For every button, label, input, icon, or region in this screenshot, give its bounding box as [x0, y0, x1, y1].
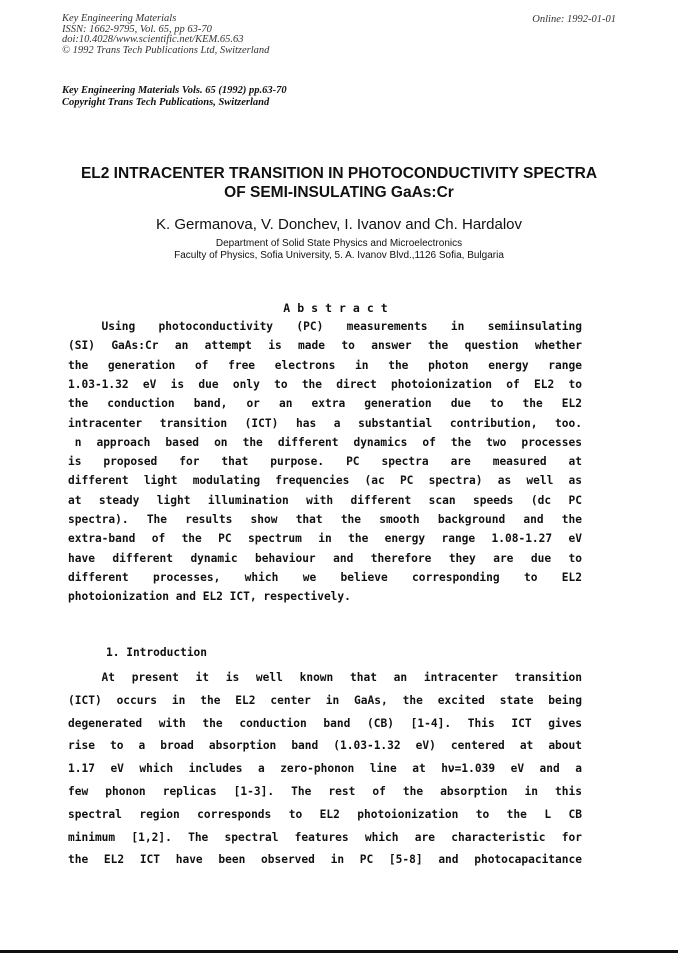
abstract-heading: Abstract: [283, 301, 395, 315]
text-line: spectral region corresponds to EL2 photoionization to the L CB: [68, 807, 582, 821]
journal-volume-line: Key Engineering Materials Vols. 65 (1992) pp.63-70: [62, 85, 287, 96]
text-line: Using photoconductivity (PC) measurements in semiinsulating: [101, 320, 582, 333]
text-line: (ICT) occurs in the EL2 center in GaAs, the excited state being: [68, 693, 582, 707]
text-line: 1.03-1.32 eV is due only to the direct photoionization of EL2 to: [68, 377, 582, 391]
text-line: different processes, which we believe corresponding to EL2: [68, 570, 582, 584]
text-line: degenerated with the conduction band (CB) [1-4]. This ICT gives: [68, 716, 582, 730]
authors: K. Germanova, V. Donchev, I. Ivanov and Ch. Hardalov: [155, 216, 523, 233]
text-line: n approach based on the different dynamics of the two processes: [74, 435, 582, 449]
text-line: the EL2 ICT have been observed in PC [5-8] and photocapacitance: [68, 853, 582, 867]
text-line: at steady light illumination with different scan speeds (dc PC: [68, 493, 582, 507]
text-line: At present it is well known that an intracenter transition: [101, 671, 582, 684]
journal-reference: [62, 85, 287, 109]
issn-line: ISSN: 1662-9795, Vol. 65, pp 63-70: [62, 23, 212, 35]
text-line: have different dynamic behaviour and therefore they are due to: [68, 551, 582, 565]
title-line: OF SEMI-INSULATING GaAs:Cr: [224, 184, 454, 201]
doi-line: doi:10.4028/www.scientific.net/KEM.65.63: [62, 34, 244, 45]
paper-title: [0, 164, 678, 202]
text-line: the generation of free electrons in the photon energy range: [68, 358, 582, 372]
text-line: (SI) GaAs:Cr an attempt is made to answer the question whether: [68, 339, 582, 353]
text-line: the conduction band, or an extra generation due to the EL2: [68, 397, 582, 411]
text-line: different light modulating frequencies (ac PC spectra) as well as: [68, 474, 582, 488]
text-line: few phonon replicas [1-3]. The rest of the absorption in this: [68, 785, 582, 798]
text-line: rise to a broad absorption band (1.03-1.32 eV) centered at about: [68, 739, 582, 753]
copyright-line: © 1992 Trans Tech Publications Ltd, Switzerland: [62, 44, 270, 56]
text-line: 1.17 eV which includes a zero-phonon line at hν=1.039 eV and a: [68, 762, 582, 776]
affiliation: [0, 238, 678, 262]
text-line: extra-band of the PC spectrum in the energy range 1.08-1.27 eV: [68, 532, 582, 546]
affiliation-faculty: Faculty of Physics, Sofia University, 5. A. Ivanov Blvd.,1126 Sofia, Bulgaria: [174, 250, 504, 261]
text-line: photoionization and EL2 ICT, respectively.: [68, 590, 351, 604]
text-line: minimum [1,2]. The spectral features which are characteristic for: [68, 830, 582, 844]
journal-copyright-line: Copyright Trans Tech Publications, Switzerland: [62, 97, 270, 108]
title-line: EL2 INTRACENTER TRANSITION IN PHOTOCONDUCTIVITY SPECTRA: [80, 165, 598, 182]
online-date: Online: 1992-01-01: [532, 14, 616, 25]
journal-name: Key Engineering Materials: [62, 13, 177, 24]
footer-rule: [0, 950, 678, 953]
affiliation-department: Department of Solid State Physics and Microelectronics: [215, 238, 463, 249]
text-line: intracenter transition (ICT) has a substantial contribution, too.: [68, 416, 582, 430]
text-line: spectra). The results show that the smooth background and the: [68, 513, 582, 526]
section-heading-text: 1. Introduction: [106, 646, 208, 659]
text-line: is proposed for that purpose. PC spectra are measured at: [68, 455, 582, 469]
